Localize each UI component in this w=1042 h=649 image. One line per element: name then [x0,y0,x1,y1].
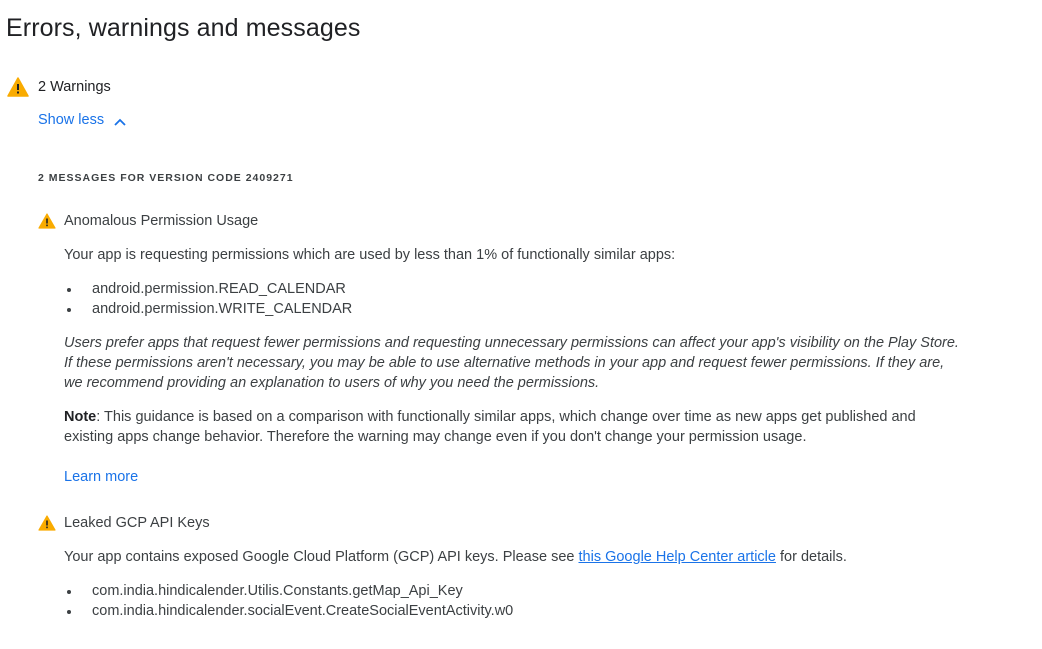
note-label: Note [64,409,97,425]
help-center-article-link[interactable]: this Google Help Center article [578,549,776,565]
description-text: Your app contains exposed Google Cloud Platform (GCP) API keys. Please see [64,549,579,565]
warning-triangle-icon [38,213,56,229]
list-item: android.permission.WRITE_CALENDAR [64,299,352,319]
warnings-summary [7,76,111,98]
chevron-up-icon [113,115,127,125]
list-item: com.india.hindicalender.Utilis.Constants.getMap_Api_Key [64,581,513,601]
show-less-button[interactable] [38,112,127,128]
warning-triangle-icon [38,515,56,531]
warning-triangle-icon [7,77,29,97]
description-text: for details. [775,549,847,565]
warnings-count: 2 Warnings [38,79,111,95]
list-item: com.india.hindicalender.socialEvent.CreateSocialEventActivity.w0 [64,601,513,621]
issue-description [64,547,847,567]
issue-note [64,407,944,447]
issue-title-row [38,513,210,533]
permission-list [64,279,352,319]
issue-title-row [38,211,258,231]
messages-section-header: 2 MESSAGES FOR VERSION CODE 2409271 [38,172,294,184]
note-text: : This guidance is based on a comparison with functionally similar apps, which change over time as new apps get published and existing apps change behavior. Therefore the warning may change even if you don't change your permission usage. [64,409,916,445]
api-key-list [64,581,513,621]
list-item: android.permission.READ_CALENDAR [64,279,352,299]
issue-advice: Users prefer apps that request fewer permissions and requesting unnecessary permissions can affect your app's visibility on the Play Store. If these permissions aren't necessary, you may be able to use alternative methods in your app and request fewer permissions. If they are, we recommend providing an explanation to users of why you need the permissions. [64,335,959,391]
learn-more-link[interactable]: Learn more [64,469,139,485]
show-less-label: Show less [38,112,105,128]
page-title: Errors, warnings and messages [6,14,361,42]
issue-title: Leaked GCP API Keys [64,515,210,531]
issue-title: Anomalous Permission Usage [64,213,259,229]
issue-description: Your app is requesting permissions which are used by less than 1% of functionally similar apps: [64,247,676,263]
